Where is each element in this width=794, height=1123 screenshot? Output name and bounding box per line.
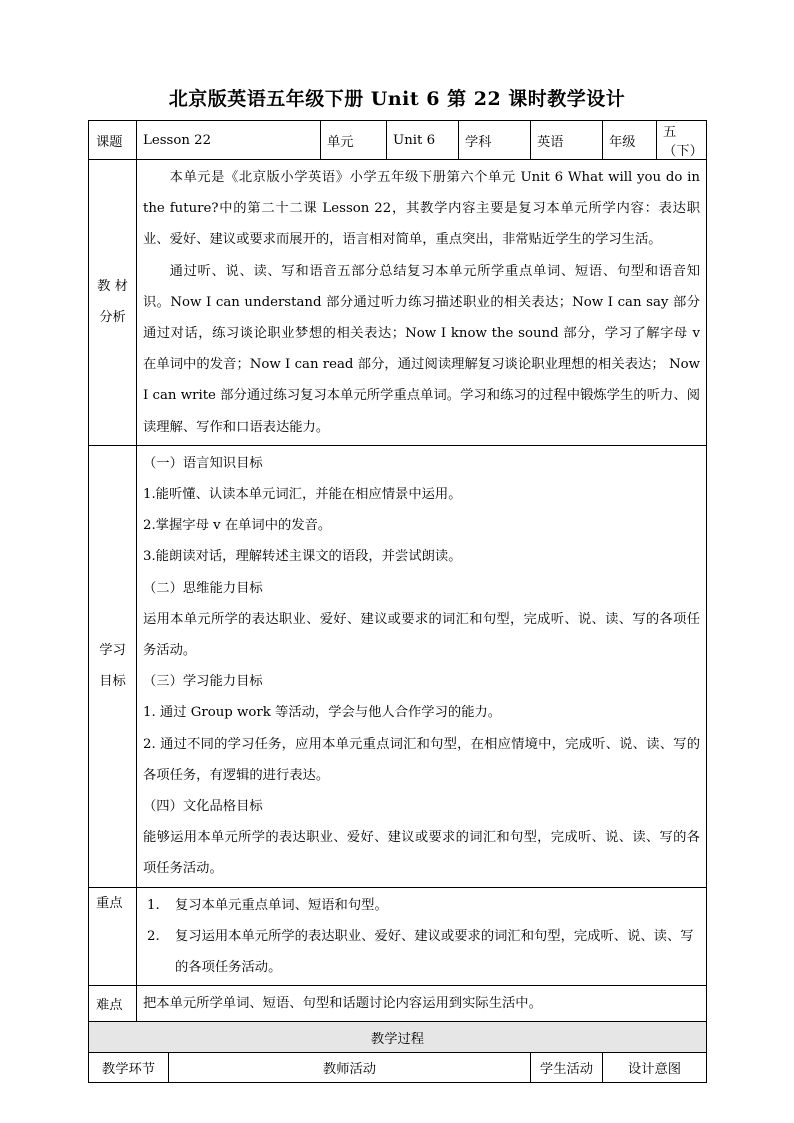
- process-title: 教学过程: [89, 1022, 707, 1053]
- materials-label: 教 材 分析: [89, 160, 137, 446]
- header-row: [89, 121, 707, 160]
- topic-label: 课题: [89, 121, 137, 160]
- lesson-plan-table: [88, 120, 707, 1083]
- objective-line: （三）学习能力目标: [143, 674, 263, 690]
- topic-value: Lesson 22: [137, 121, 321, 160]
- objective-line: （二）思维能力目标: [143, 580, 263, 596]
- difficulties-row: [89, 986, 707, 1022]
- difficulties-label: 难点: [89, 986, 137, 1022]
- unit-label: 单元: [321, 121, 387, 160]
- process-header-row: [89, 1053, 707, 1083]
- materials-content: [137, 160, 707, 446]
- objective-line: 1.能听懂、认读本单元词汇，并能在相应情景中运用。: [143, 487, 462, 503]
- materials-paragraph-1: 本单元是《北京版小学英语》小学五年级下册第六个单元 Unit 6 What will you do in the future?中的第二十二课 Lesson 22，其教学内容主要是复习本单元所学内容：表达职业、爱好、建议或要求而展开的，语言相对简单，重点突出，非常贴近学生的学习生活。: [143, 170, 700, 248]
- objectives-content: [137, 445, 707, 887]
- objective-line: （四）文化品格目标: [143, 799, 263, 815]
- objective-line: 1. 通过 Group work 等活动，学会与他人合作学习的能力。: [143, 705, 502, 721]
- objective-line: 运用本单元所学的表达职业、爱好、建议或要求的词汇和句型，完成听、说、读、写的各项任务活动。: [143, 611, 700, 659]
- objective-line: 2. 通过不同的学习任务，应用本单元重点词汇和句型，在相应情境中，完成听、说、读、写的各项任务，有逻辑的进行表达。: [143, 736, 700, 783]
- process-title-row: [89, 1022, 707, 1053]
- key-points-content: [137, 887, 707, 986]
- objective-line: 2.掌握字母 v 在单词中的发音。: [143, 518, 332, 534]
- key-points-row: [89, 887, 707, 986]
- unit-value: Unit 6: [387, 121, 459, 160]
- objective-line: 3.能朗读对话，理解转述主课文的语段，并尝试朗读。: [143, 549, 462, 565]
- process-col-student: 学生活动: [531, 1053, 603, 1083]
- difficulties-content: 把本单元所学单词、短语、句型和话题讨论内容运用到实际生活中。: [137, 986, 707, 1022]
- subject-value: 英语: [531, 121, 603, 160]
- process-col-intent: 设计意图: [603, 1053, 707, 1083]
- grade-label: 年级: [603, 121, 657, 160]
- objectives-label: 学习 目标: [89, 445, 137, 887]
- grade-value: 五（下）: [657, 121, 707, 160]
- objective-line: 能够运用本单元所学的表达职业、爱好、建议或要求的词汇和句型，完成听、说、读、写的各项任务活动。: [143, 830, 700, 877]
- materials-row: [89, 160, 707, 446]
- key-point-item: 2. 复习运用本单元所学的表达职业、爱好、建议或要求的词汇和句型，完成听、说、读、写的各项任务活动。: [147, 928, 694, 976]
- key-points-label: 重点: [89, 887, 137, 986]
- objective-line: （一）语言知识目标: [143, 455, 263, 471]
- process-col-stage: 教学环节: [89, 1053, 169, 1083]
- key-point-item: 1. 复习本单元重点单词、短语和句型。: [147, 897, 388, 913]
- objectives-row: [89, 445, 707, 887]
- materials-paragraph-2: 通过听、说、读、写和语音五部分总结复习本单元所学重点单词、短语、句型和语音知识。Now I can understand 部分通过听力练习描述职业的相关表达；Now I can say 部分通过对话，练习谈论职业梦想的相关表达；Now I know the sound 部分，学习了解字母 v 在单词中的发音；Now I can read 部分，通过阅读理解复习谈论职业理想的相关表达； Now I can write 部分通过练习复习本单元所学重点单词。学习和练习的过程中锻炼学生的听力、阅读理解、写作和口语表达能力。: [143, 263, 700, 435]
- process-col-teacher: 教师活动: [169, 1053, 531, 1083]
- document-title: 北京版英语五年级下册 Unit 6 第 22 课时教学设计: [168, 88, 626, 110]
- subject-label: 学科: [459, 121, 531, 160]
